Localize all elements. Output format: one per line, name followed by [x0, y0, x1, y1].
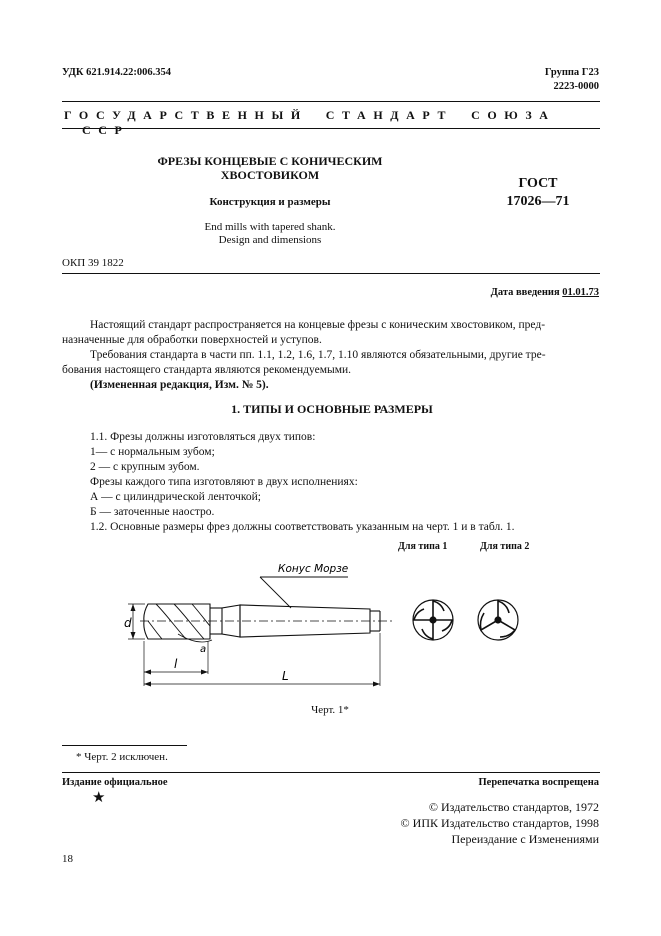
section-line-2: 1— с нормальным зубом; — [90, 446, 215, 458]
reprint-notice: Перепечатка воспрещена — [478, 777, 599, 788]
section-line-3: 2 — с крупным зубом. — [90, 461, 200, 473]
banner-word-1: ГОСУДАРСТВЕННЫЙ — [64, 108, 308, 122]
star-icon: ★ — [92, 790, 106, 806]
english-line-2: Design and dimensions — [218, 234, 322, 246]
section-line-7: 1.2. Основные размеры фрез должны соответствовать указанным на черт. 1 и в табл. 1. — [90, 521, 515, 533]
banner-word-3: СОЮЗА — [471, 108, 556, 122]
type1-label: Для типа 1 — [398, 541, 448, 552]
section-line-4: Фрезы каждого типа изготовляют в двух исполнениях: — [90, 476, 358, 488]
title-line-1: ФРЕЗЫ КОНЦЕВЫЕ С КОНИЧЕСКИМ — [157, 154, 383, 168]
section-heading: 1. ТИПЫ И ОСНОВНЫЕ РАЗМЕРЫ — [231, 402, 433, 416]
reissue-note: Переиздание с Изменениями — [451, 832, 599, 846]
gost-number: 17026—71 — [506, 194, 570, 209]
copyright-1972: © Издательство стандартов, 1972 — [428, 800, 599, 814]
gost-label: ГОСТ — [518, 176, 558, 191]
footer-rule — [62, 772, 600, 773]
footnote: * Черт. 2 исключен. — [76, 751, 168, 763]
intro-p2-line1: Требования стандарта в части пп. 1.1, 1.2, 1.6, 1.7, 1.10 являются обязательными, другие тре- — [90, 349, 546, 361]
english-line-1: End mills with tapered shank. — [204, 221, 336, 233]
official-edition: Издание официальное — [62, 777, 168, 788]
morse-taper-label: Конус Морзе — [278, 563, 349, 575]
standard-subtitle: Конструкция и размеры — [209, 196, 331, 208]
copyright-block — [401, 799, 599, 847]
dim-l-label: l — [174, 657, 178, 671]
okp-code: ОКП 39 1822 — [62, 257, 124, 269]
dim-angle-label: a — [200, 644, 207, 655]
classification-code: 2223-0000 — [553, 81, 599, 92]
banner-word-4: ССР — [82, 123, 130, 137]
date-value: 01.01.73 — [562, 287, 599, 298]
intro-p1-line1: Настоящий стандарт распространяется на концевые фрезы с коническим хвостовиком, пред- — [90, 319, 546, 331]
dim-d-label: d — [124, 616, 132, 630]
figure-caption: Черт. 1* — [311, 704, 349, 716]
page-number: 18 — [62, 853, 73, 865]
type2-label: Для типа 2 — [480, 541, 530, 552]
amendment-note: (Измененная редакция, Изм. № 5). — [90, 379, 269, 391]
section-line-1: 1.1. Фрезы должны изготовляться двух типов: — [90, 431, 316, 443]
footnote-rule — [62, 745, 187, 746]
banner-word-2: СТАНДАРТ — [325, 108, 454, 122]
group-code: Группа Г23 — [544, 67, 599, 78]
intro-p2-line2: бования настоящего стандарта являются рекомендуемыми. — [62, 364, 352, 376]
intro-p1-line2: назначенные для обработки поверхностей и уступов. — [62, 334, 322, 346]
udc-code: УДК 621.914.22:006.354 — [62, 67, 171, 78]
section-line-5: А — с цилиндрической ленточкой; — [90, 491, 261, 503]
date-label: Дата введения — [490, 287, 560, 298]
copyright-1998: © ИПК Издательство стандартов, 1998 — [400, 816, 599, 830]
section-line-6: Б — заточенные наостро. — [90, 506, 215, 518]
dim-L-label: L — [282, 669, 289, 683]
title-line-2: ХВОСТОВИКОМ — [220, 168, 320, 182]
